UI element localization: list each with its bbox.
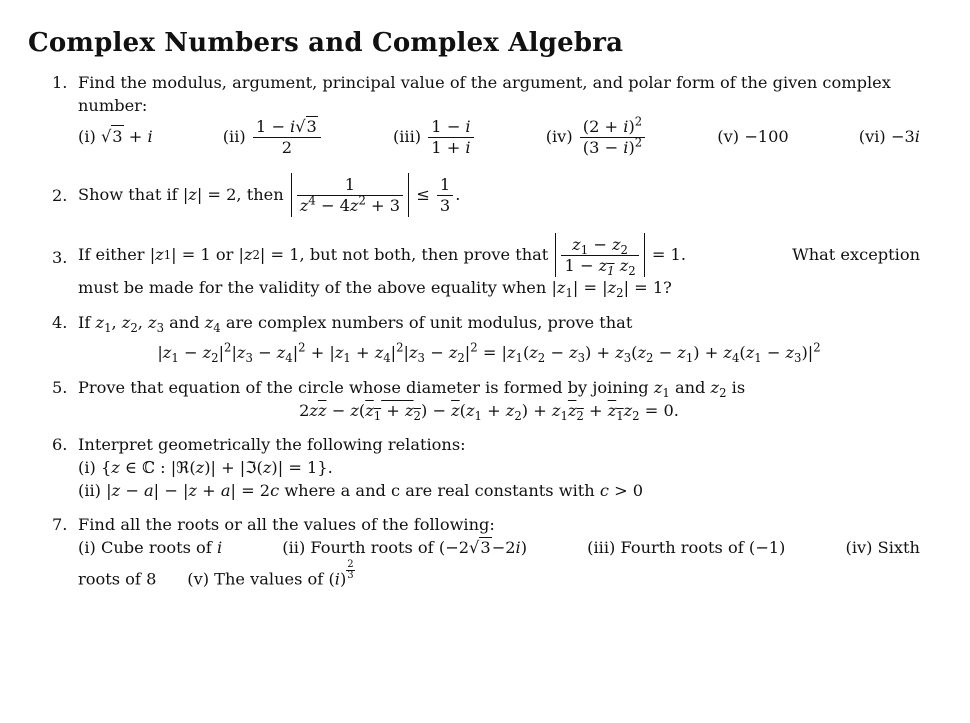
question-1 [28,72,930,157]
question-6: 6. Interpret geometrically the following relations: (i) {z ∈ ℂ : |ℜ(z)| + |ℑ(z)| = 1}. (ii) |z − a| − |z + a| = 2c where a and c are real constants with c > 0 [28,434,930,502]
question-5: 5. Prove that equation of the circle whose diameter is formed by joining $z_1$ and $z_2$ is $2z\overline{z} - z(z_1 + z_2) - \overline{z}(z_1 + z_2) + z_1z_2 + z_1z_2 = 0$. [28,377,930,422]
question-number: 1. [52,73,68,92]
relation-i: (i) {z ∈ ℂ : |ℜ(z)| + |ℑ(z)| = 1}. [78,458,333,477]
fraction: $\frac{1 - i√3}{2}$ [253,117,321,157]
options-row [78,114,930,157]
question-7: 7. Find all the roots or all the values of the following: (i) Cube roots of i (ii) Fourth roots of (−2√3−2i) (iii) Fourth roots of (−1) (iv) Sixth roots of 8 (v) The values of (i) $\frac{2}{3}$ [28,514,930,590]
option-vi: (vi) −3 i [858,126,920,146]
question-number: 3. [52,248,68,268]
fraction: $\frac{(2 + i)^2}{(3 - i)^2}$ [580,117,645,157]
roots-line-1: (i) Cube roots of i (ii) Fourth roots of (−2√3−2i) (iii) Fourth roots of (−1) (iv) Sixth [78,538,920,558]
option-ii: (ii) $\frac{1 - i√3}{2}$ [223,117,323,157]
question-4: 4. If $z_1$, $z_2$, $z_3$ and $z_4$ are complex numbers of unit modulus, prove that $|z_1 - z_2|^2|z_3 - z_4|^2 + |z_1 + z_4|^2|z_3 - z_2|^2 = |z_1(z_2 - z_3) + z_3(z_2 - z_1) + z_4(z_1 - z_3)|^2$ [28,312,930,365]
question-number: 5. [52,377,68,397]
question-number: 6. [52,435,68,455]
ratio-expression: $\frac{z_1 - z_2}{1 - z_1 z_2}$ [555,233,644,277]
inequality-expression: $\frac{1}{z^4 - 4z^2 + 3}$ [291,173,409,217]
option-i: (i) √ 3 + i [78,125,153,149]
roots-line-2: roots of 8 (v) The values of (i) $\frac{2}{3}$ [78,558,354,589]
option-iv: (iv) $\frac{(2 + i)^2}{(3 - i)^2}$ [546,117,648,157]
option-iii: (iii) $\frac{1 - i}{1 + i}$ [393,117,476,157]
problem-list [28,72,930,591]
question-number: 4. [52,312,68,332]
page-title: Complex Numbers and Complex Algebra [28,28,624,58]
fraction: $\frac{1 - i}{1 + i}$ [428,117,473,157]
question-text: Find the modulus, argument, principal value of the argument, and polar form of the given complex number: [78,73,891,115]
question-2: 2. Show that if | z | = 2, then $\frac{1}{z^4 - 4z^2 + 3}$ ≤ $\frac{1}{3}$ . [28,173,930,217]
relation-ii: (ii) |z − a| − |z + a| = 2c where a and c are real constants with c > 0 [78,480,644,500]
circle-equation: $2z\overline{z} - z(z_1 + z_2) - \overline{z}(z_1 + z_2) + z_1z_2 + z_1z_2 = 0$. [299,400,679,423]
question-number: 7. [52,515,68,535]
option-v: (v) −100 [717,126,789,146]
identity-equation: $|z_1 - z_2|^2|z_3 - z_4|^2 + |z_1 + z_4|^2|z_3 - z_2|^2 = |z_1(z_2 - z_3) + z_3(z_2 - z_1) + z_4(z_1 - z_3)|^2$ [157,340,821,366]
question-3: 3. If either | z 1 | = 1 or | z 2 | = 1, but not both, then prove that $\frac{z_1 - z_2}{1 - z_1 z_2}$ = 1. What exception must be made for the validity of the above equality when $|z_1| = |z_2| = 1$? [52,235,920,301]
question-number: 2. [52,186,68,206]
